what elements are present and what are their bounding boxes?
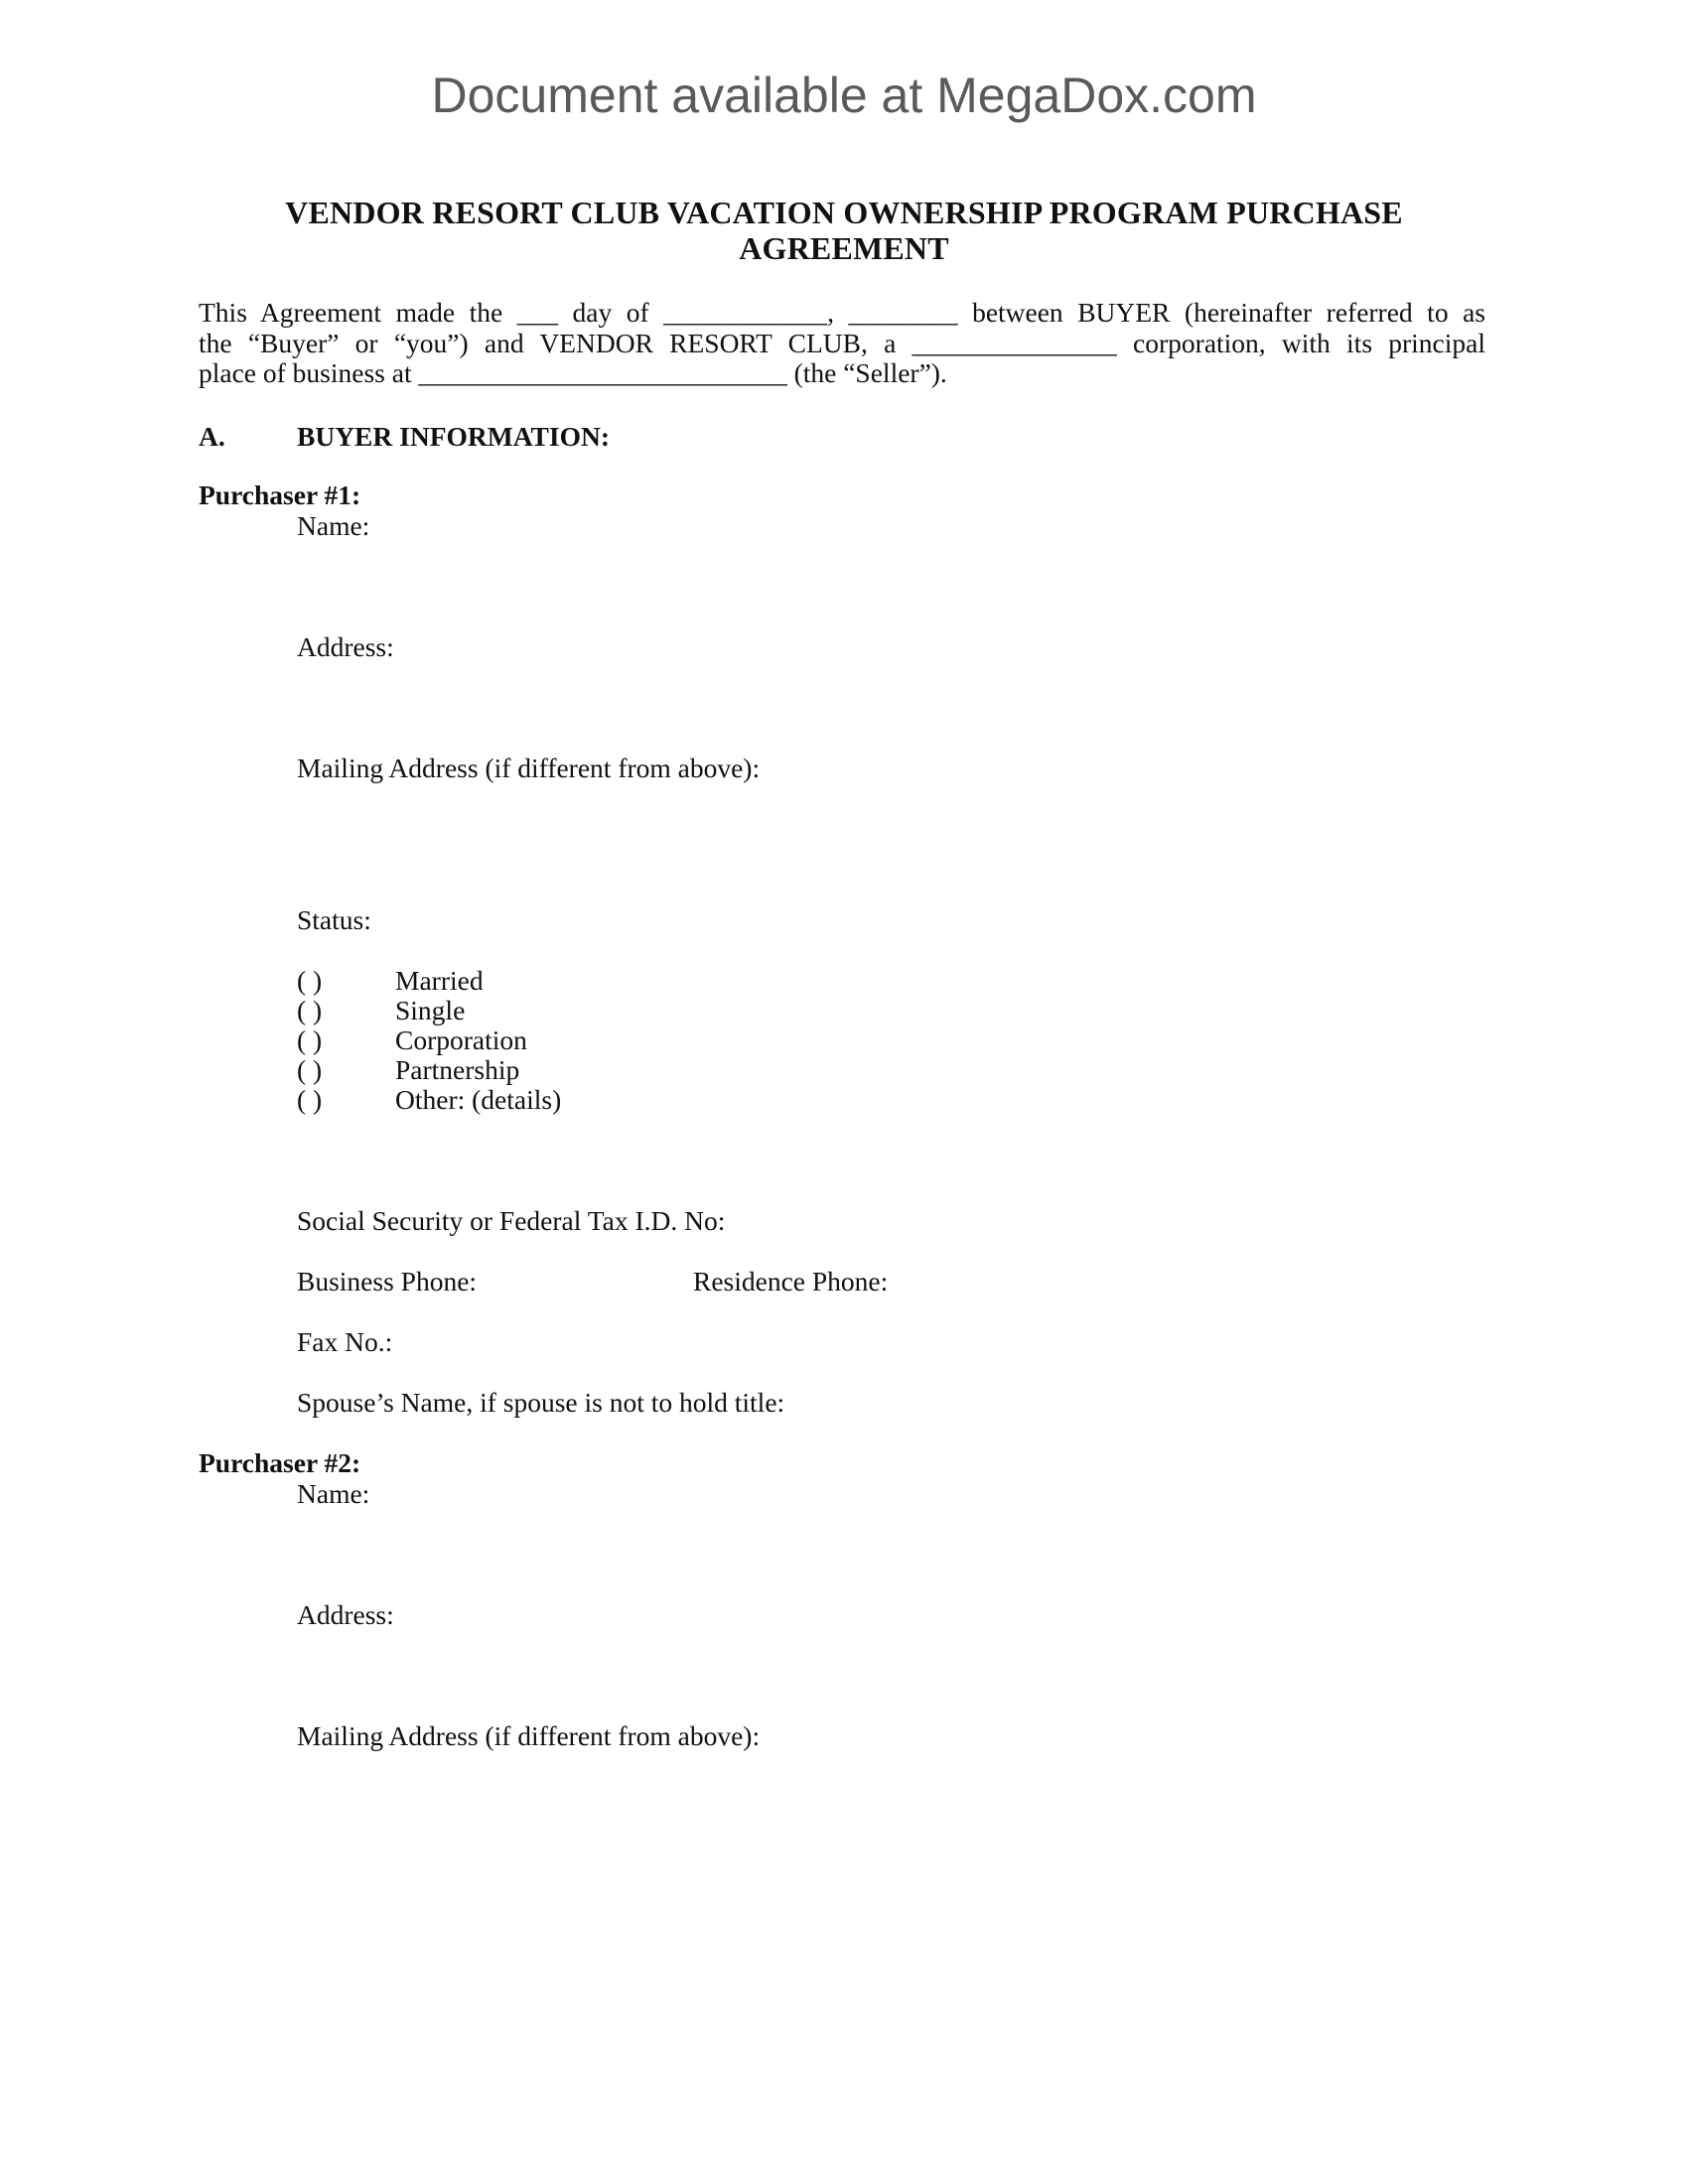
purchaser-1-address-label: Address: [297, 631, 394, 662]
checkbox-mark[interactable]: ( ) [297, 1054, 323, 1085]
intro-line: the “Buyer” or “you”) and VENDOR RESORT CLUB, a _______________ corporation, with its principal [199, 327, 1485, 358]
status-option-label: Other: (details) [395, 1084, 562, 1115]
status-option-label: Partnership [395, 1054, 520, 1085]
status-option-label: Single [395, 995, 466, 1025]
section-heading: BUYER INFORMATION: [297, 421, 610, 452]
spouse-name-label: Spouse’s Name, if spouse is not to hold title: [297, 1387, 785, 1418]
checkbox-mark[interactable]: ( ) [297, 965, 323, 996]
checkbox-mark[interactable]: ( ) [297, 995, 323, 1025]
document-title: VENDOR RESORT CLUB VACATION OWNERSHIP PROGRAM PURCHASE AGREEMENT [285, 195, 1403, 266]
purchaser-2-heading: Purchaser #2: [199, 1447, 361, 1478]
purchaser-1-heading: Purchaser #1: [199, 479, 361, 510]
status-option[interactable] [297, 965, 595, 997]
checkbox-mark[interactable]: ( ) [297, 1084, 323, 1115]
intro-line: This Agreement made the ___ day of ____________, ________ between BUYER (hereinafter referred to as [199, 297, 1485, 328]
status-option[interactable] [297, 1024, 595, 1056]
watermark-banner: Document available at MegaDox.com [431, 68, 1257, 123]
section-letter: A. [199, 421, 225, 452]
purchaser-1-name-label: Name: [297, 510, 370, 541]
purchaser-2-mailing-label: Mailing Address (if different from above): [297, 1720, 761, 1751]
status-option[interactable] [297, 1084, 615, 1116]
residence-phone-label: Residence Phone: [693, 1266, 889, 1297]
status-option-label: Married [395, 965, 484, 996]
checkbox-mark[interactable]: ( ) [297, 1024, 323, 1055]
status-option[interactable] [297, 1054, 595, 1086]
business-phone-label: Business Phone: [297, 1266, 478, 1297]
intro-line: place of business at ___________________________ (the “Seller”). [199, 357, 947, 388]
status-option[interactable] [297, 995, 595, 1026]
purchaser-1-mailing-label: Mailing Address (if different from above): [297, 752, 761, 783]
intro-paragraph [199, 298, 1485, 389]
ssn-label: Social Security or Federal Tax I.D. No: [297, 1205, 726, 1236]
fax-label: Fax No.: [297, 1326, 393, 1357]
status-option-label: Corporation [395, 1024, 527, 1055]
purchaser-2-name-label: Name: [297, 1478, 370, 1509]
purchaser-1-status-label: Status: [297, 904, 371, 935]
purchaser-2-address-label: Address: [297, 1599, 394, 1630]
